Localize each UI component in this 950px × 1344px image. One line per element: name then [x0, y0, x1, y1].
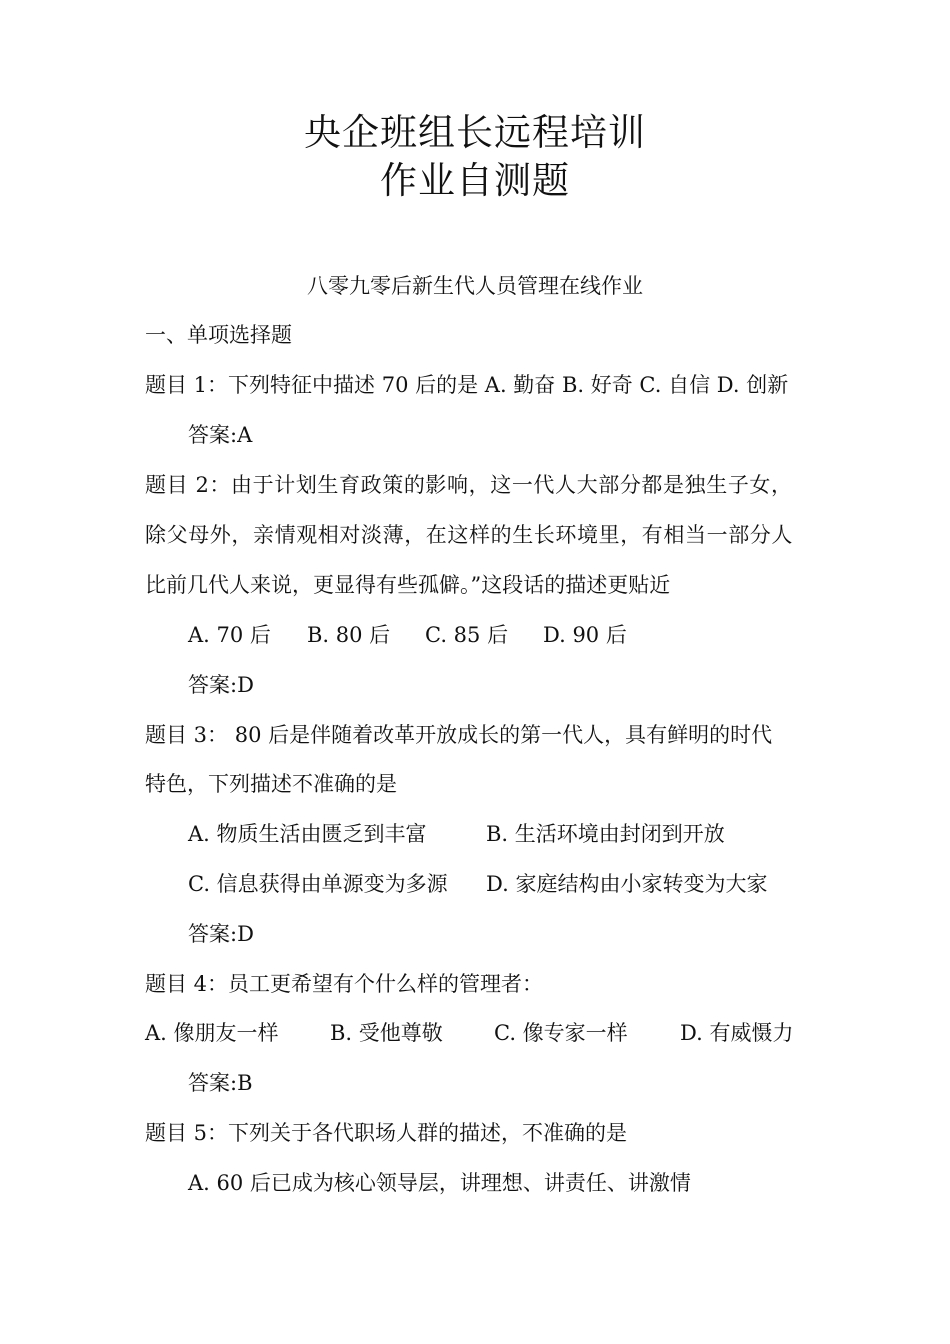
question-2-option-d: D. 90 后 [543, 623, 627, 647]
question-4-option-b: B. 受他尊敬 [330, 1021, 443, 1045]
question-3-line-1: 题目 3： 80 后是伴随着改革开放成长的第一代人，具有鲜明的时代 [145, 723, 773, 747]
question-2-option-a: A. 70 后 [188, 623, 271, 647]
question-2-answer: 答案:D [188, 673, 254, 697]
question-2-line-3: 比前几代人来说，更显得有些孤僻。”这段话的描述更贴近 [145, 573, 671, 597]
question-3-option-a: A. 物质生活由匮乏到丰富 [188, 822, 427, 846]
document-title-line-2: 作业自测题 [380, 159, 570, 202]
section-heading: 一、单项选择题 [145, 323, 292, 347]
question-5-option-a: A. 60 后已成为核心领导层，讲理想、讲责任、讲激情 [188, 1171, 691, 1195]
question-3-option-c: C. 信息获得由单源变为多源 [188, 872, 448, 896]
question-1-answer: 答案:A [188, 423, 253, 447]
question-3-option-d: D. 家庭结构由小家转变为大家 [486, 872, 768, 896]
question-2-option-b: B. 80 后 [307, 623, 391, 647]
question-4-option-d: D. 有威慑力 [680, 1021, 794, 1045]
question-4-answer: 答案:B [188, 1071, 253, 1095]
question-4-option-a: A. 像朋友一样 [145, 1021, 279, 1045]
question-4-text: 题目 4：员工更希望有个什么样的管理者： [145, 972, 544, 996]
question-2-line-2: 除父母外，亲情观相对淡薄，在这样的生长环境里，有相当一部分人 [145, 523, 793, 547]
question-1-text: 题目 1：下列特征中描述 70 后的是 A. 勤奋 B. 好奇 C. 自信 D. 创新 [145, 373, 789, 397]
document-subtitle: 八零九零后新生代人员管理在线作业 [307, 274, 643, 298]
question-3-answer: 答案:D [188, 922, 254, 946]
question-2-option-c: C. 85 后 [425, 623, 509, 647]
document-title-line-1: 央企班组长远程培训 [304, 111, 646, 154]
question-5-text: 题目 5：下列关于各代职场人群的描述，不准确的是 [145, 1121, 628, 1145]
question-4-option-c: C. 像专家一样 [494, 1021, 628, 1045]
question-3-option-b: B. 生活环境由封闭到开放 [486, 822, 725, 846]
question-3-line-2: 特色，下列描述不准确的是 [145, 772, 397, 796]
question-2-line-1: 题目 2：由于计划生育政策的影响，这一代人大部分都是独生子女， [145, 473, 793, 497]
